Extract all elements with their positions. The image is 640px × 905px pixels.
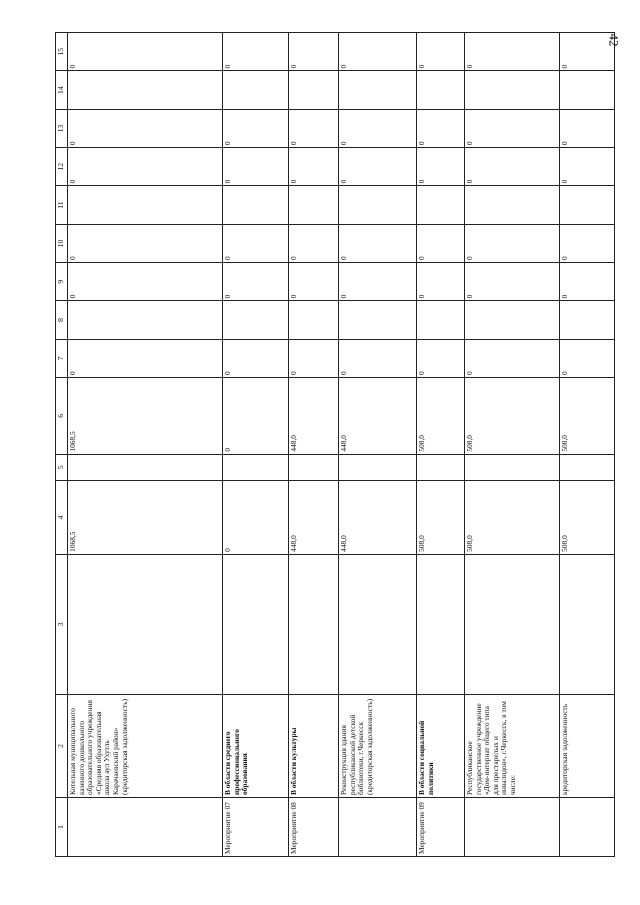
table-row xyxy=(560,33,615,857)
table-cell-c12: 0 xyxy=(289,148,339,186)
table-row xyxy=(339,33,417,857)
header-cell-13: 13 xyxy=(56,109,68,147)
table-row xyxy=(68,33,223,857)
budget-table xyxy=(55,32,615,857)
table-cell-c8 xyxy=(223,301,289,339)
table-cell-c4: 1068,5 xyxy=(68,481,223,555)
header-cell-4: 4 xyxy=(56,481,68,555)
table-cell-c5 xyxy=(289,454,339,481)
table-cell-c3 xyxy=(223,554,289,694)
page-number: 42 xyxy=(606,33,622,47)
table-cell-c14 xyxy=(417,71,465,109)
table-cell-c7: 0 xyxy=(68,339,223,377)
header-cell-10: 10 xyxy=(56,224,68,262)
table-cell-c5 xyxy=(223,454,289,481)
table-cell-c8 xyxy=(417,301,465,339)
table-cell-col2: В области культуры xyxy=(289,694,339,797)
table-cell-col2: Реконструкция здания республиканской детской библиотеки, г.Черкесск (кредиторская задолженность) xyxy=(339,694,417,797)
table-cell-c11 xyxy=(560,186,615,224)
table-cell-c12: 0 xyxy=(560,148,615,186)
table-header-row xyxy=(56,33,68,857)
table-cell-c15: 0 xyxy=(223,33,289,71)
table-cell-c8 xyxy=(68,301,223,339)
table-cell-c3 xyxy=(68,554,223,694)
table-cell-c13: 0 xyxy=(339,109,417,147)
table-cell-c11 xyxy=(339,186,417,224)
table-cell-c8 xyxy=(560,301,615,339)
table-cell-c3 xyxy=(417,554,465,694)
table-row xyxy=(223,33,289,857)
table-cell-c9: 0 xyxy=(417,263,465,301)
table-cell-c12: 0 xyxy=(339,148,417,186)
table-cell-c9: 0 xyxy=(560,263,615,301)
header-cell-11: 11 xyxy=(56,186,68,224)
header-cell-14: 14 xyxy=(56,71,68,109)
table-cell-c4: 0 xyxy=(223,481,289,555)
table-cell-c12: 0 xyxy=(465,148,560,186)
table-cell-c10: 0 xyxy=(339,224,417,262)
table-cell-c7: 0 xyxy=(417,339,465,377)
table-cell-c7: 0 xyxy=(223,339,289,377)
table-cell-c10: 0 xyxy=(68,224,223,262)
table-cell-c7: 0 xyxy=(465,339,560,377)
table-cell-c8 xyxy=(465,301,560,339)
table-cell-c6: 0 xyxy=(223,377,289,454)
table-row xyxy=(465,33,560,857)
table-cell-c14 xyxy=(68,71,223,109)
table-cell-col1: Мероприятие 07 xyxy=(223,798,289,857)
table-cell-c13: 0 xyxy=(417,109,465,147)
table-cell-c9: 0 xyxy=(289,263,339,301)
header-cell-9: 9 xyxy=(56,263,68,301)
rotated-table-container xyxy=(55,32,569,857)
table-cell-c11 xyxy=(223,186,289,224)
table-cell-c15: 0 xyxy=(465,33,560,71)
table-cell-col2: Республиканское государственное учреждение «Дом-интернат общего типа для престарелых и инвалидов», г.Черкесск, в том числе: xyxy=(465,694,560,797)
table-cell-c13: 0 xyxy=(560,109,615,147)
header-cell-2: 2 xyxy=(56,694,68,797)
table-cell-c6: 1068,5 xyxy=(68,377,223,454)
table-cell-c15: 0 xyxy=(68,33,223,71)
table-cell-c6: 508,0 xyxy=(465,377,560,454)
table-cell-c13: 0 xyxy=(68,109,223,147)
table-cell-col1: Мероприятие 09 xyxy=(417,798,465,857)
table-cell-col2: В области среднего профессионального образования xyxy=(223,694,289,797)
table-cell-c12: 0 xyxy=(68,148,223,186)
table-cell-c14 xyxy=(560,71,615,109)
table-cell-c9: 0 xyxy=(68,263,223,301)
table-cell-c8 xyxy=(289,301,339,339)
table-cell-c6: 448,0 xyxy=(289,377,339,454)
table-cell-c6: 448,0 xyxy=(339,377,417,454)
table-cell-c15: 0 xyxy=(560,33,615,71)
table-cell-c11 xyxy=(417,186,465,224)
table-cell-c3 xyxy=(289,554,339,694)
table-cell-col2: кредиторская задолженность xyxy=(560,694,615,797)
header-cell-3: 3 xyxy=(56,554,68,694)
table-cell-c4: 508,0 xyxy=(417,481,465,555)
table-cell-c7: 0 xyxy=(339,339,417,377)
table-cell-c5 xyxy=(68,454,223,481)
header-cell-8: 8 xyxy=(56,301,68,339)
table-cell-c14 xyxy=(289,71,339,109)
table-cell-c11 xyxy=(289,186,339,224)
table-cell-c9: 0 xyxy=(339,263,417,301)
table-cell-col1 xyxy=(465,798,560,857)
table-row xyxy=(417,33,465,857)
table-cell-c5 xyxy=(339,454,417,481)
table-cell-c4: 508,0 xyxy=(465,481,560,555)
table-cell-c15: 0 xyxy=(289,33,339,71)
table-cell-col1 xyxy=(339,798,417,857)
table-cell-c11 xyxy=(465,186,560,224)
header-cell-12: 12 xyxy=(56,148,68,186)
table-cell-c4: 448,0 xyxy=(339,481,417,555)
header-cell-1: 1 xyxy=(56,798,68,857)
table-cell-c3 xyxy=(339,554,417,694)
header-cell-6: 6 xyxy=(56,377,68,454)
table-cell-c5 xyxy=(465,454,560,481)
table-cell-c5 xyxy=(417,454,465,481)
table-cell-c7: 0 xyxy=(289,339,339,377)
table-cell-c14 xyxy=(223,71,289,109)
table-cell-c4: 508,0 xyxy=(560,481,615,555)
table-cell-c14 xyxy=(339,71,417,109)
table-cell-c10: 0 xyxy=(560,224,615,262)
table-cell-c14 xyxy=(465,71,560,109)
table-cell-c4: 448,0 xyxy=(289,481,339,555)
table-cell-c3 xyxy=(560,554,615,694)
header-cell-7: 7 xyxy=(56,339,68,377)
table-cell-c13: 0 xyxy=(289,109,339,147)
table-cell-col2: Котельная муниципального казенного дошкольного образовательного учреждения «Средняя образовательная школа аул Ухутль Карачаевский район» (кредиторская задолженность) xyxy=(68,694,223,797)
table-cell-c15: 0 xyxy=(417,33,465,71)
table-cell-c3 xyxy=(465,554,560,694)
table-cell-c12: 0 xyxy=(223,148,289,186)
table-cell-c9: 0 xyxy=(223,263,289,301)
table-cell-col1: Мероприятие 08 xyxy=(289,798,339,857)
table-cell-c10: 0 xyxy=(223,224,289,262)
table-cell-c13: 0 xyxy=(223,109,289,147)
table-cell-c8 xyxy=(339,301,417,339)
table-cell-c7: 0 xyxy=(560,339,615,377)
table-cell-c10: 0 xyxy=(465,224,560,262)
header-cell-5: 5 xyxy=(56,454,68,481)
table-cell-c6: 508,0 xyxy=(560,377,615,454)
table-cell-col2: В области социальной политики xyxy=(417,694,465,797)
table-cell-c10: 0 xyxy=(417,224,465,262)
table-cell-c15: 0 xyxy=(339,33,417,71)
table-cell-c6: 508,0 xyxy=(417,377,465,454)
table-cell-c9: 0 xyxy=(465,263,560,301)
table-row xyxy=(289,33,339,857)
table-cell-c13: 0 xyxy=(465,109,560,147)
table-cell-col1 xyxy=(68,798,223,857)
table-cell-c12: 0 xyxy=(417,148,465,186)
table-cell-c5 xyxy=(560,454,615,481)
table-cell-c10: 0 xyxy=(289,224,339,262)
table-cell-c11 xyxy=(68,186,223,224)
table-cell-col1 xyxy=(560,798,615,857)
header-cell-15: 15 xyxy=(56,33,68,71)
table-body xyxy=(68,33,615,857)
